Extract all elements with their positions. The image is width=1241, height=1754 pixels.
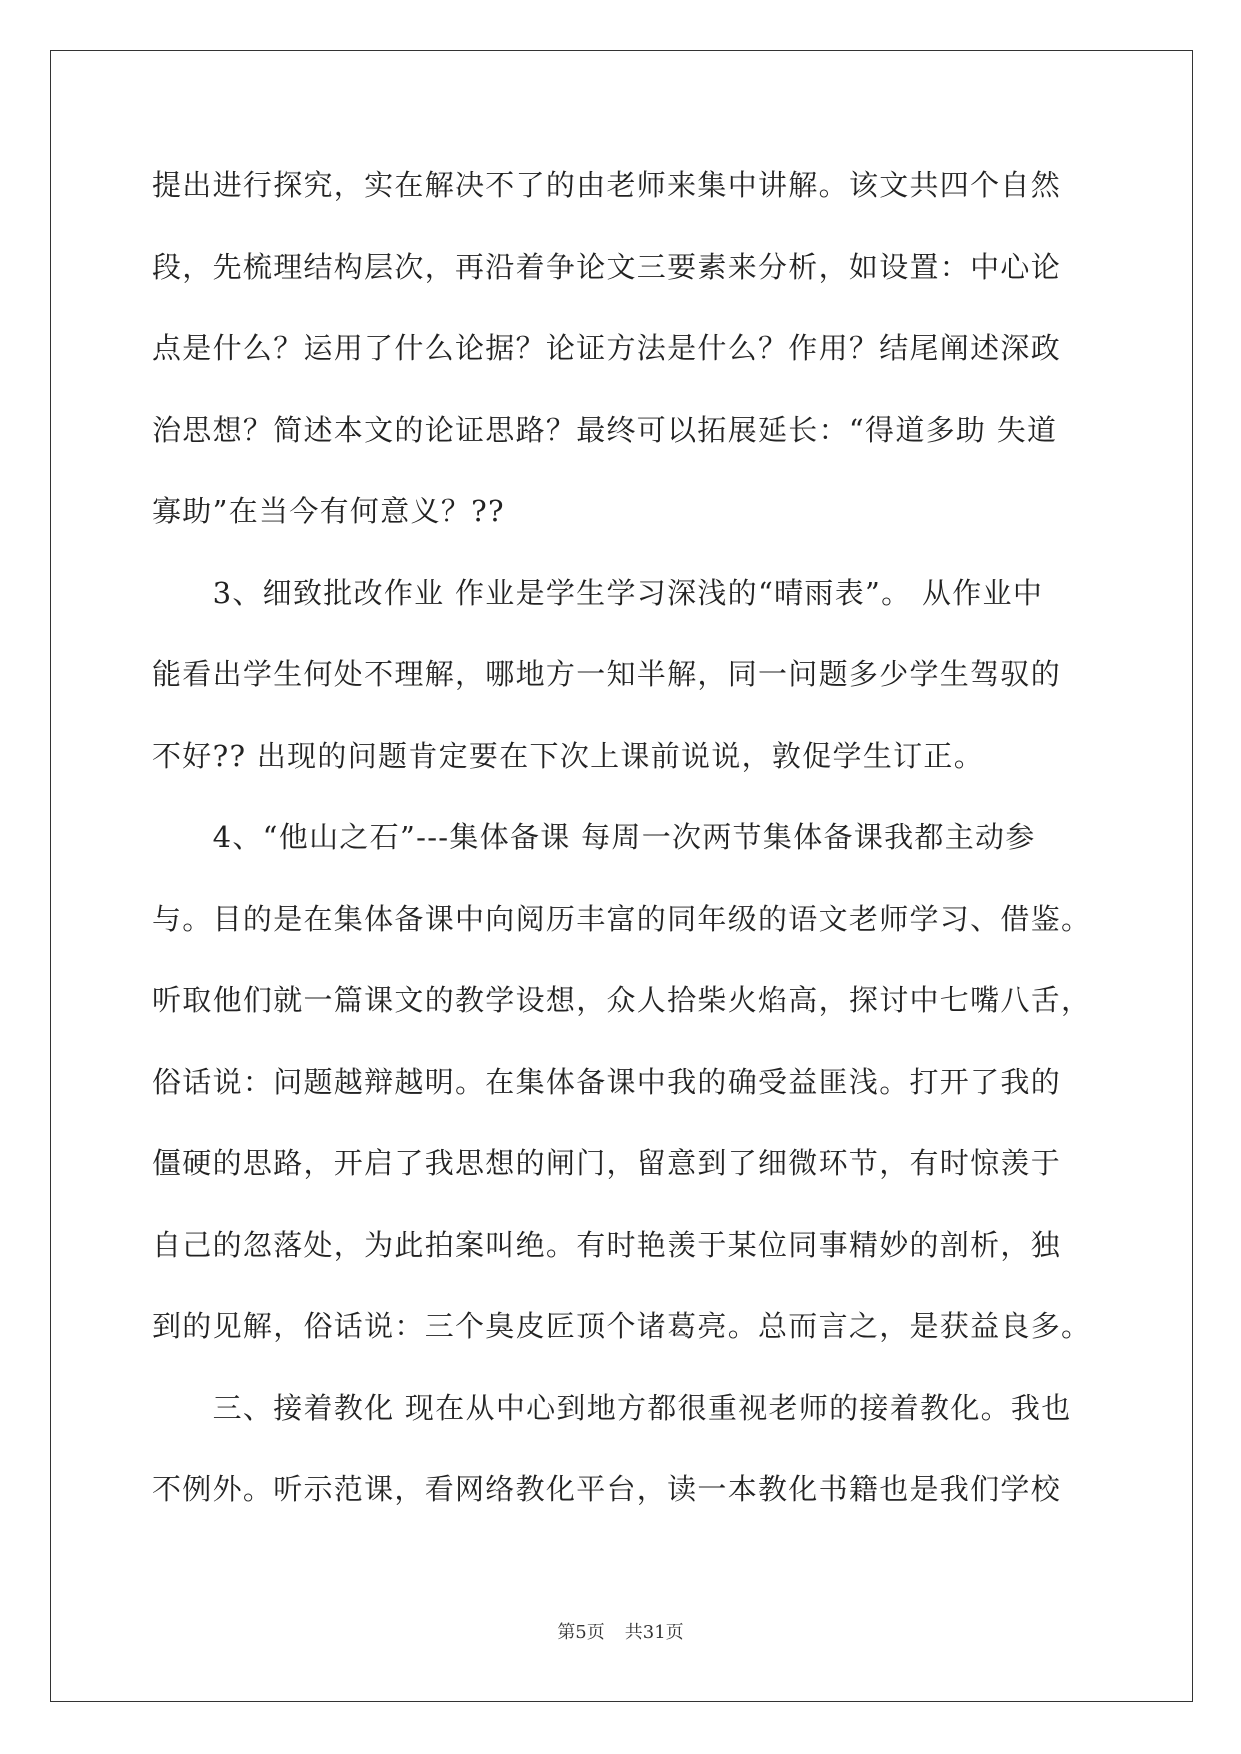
text-line: 4、“他山之石”---集体备课 每周一次两节集体备课我都主动参 <box>152 820 1036 854</box>
text-line: 不例外。听示范课，看网络教化平台，读一本教化书籍也是我们学校 <box>152 1472 1062 1506</box>
text-line: 点是什么？运用了什么论据？论证方法是什么？作用？结尾阐述深政 <box>152 331 1062 365</box>
text-line: 3、细致批改作业 作业是学生学习深浅的“晴雨表”。 从作业中 <box>152 575 1044 610</box>
text-line: 俗话说：问题越辩越明。在集体备课中我的确受益匪浅。打开了我的 <box>152 1064 1062 1099</box>
page-number: 第5页 <box>557 1622 605 1643</box>
text-line: 听取他们就一篇课文的教学设想，众人拾柴火焰高，探讨中七嘴八舌， <box>152 983 1092 1017</box>
text-line: 不好?? 出现的问题肯定要在下次上课前说说，敦促学生订正。 <box>152 738 985 773</box>
text-line: 寡助”在当今有何意义？?? <box>152 494 505 528</box>
text-line: 能看出学生何处不理解，哪地方一知半解，同一问题多少学生驾驭的 <box>152 657 1062 691</box>
text-line: 提出进行探究，实在解决不了的由老师来集中讲解。该文共四个自然 <box>152 168 1062 202</box>
text-line: 三、接着教化 现在从中心到地方都很重视老师的接着教化。我也 <box>152 1390 1072 1425</box>
text-line: 僵硬的思路，开启了我思想的闸门，留意到了细微环节，有时惊羡于 <box>152 1146 1062 1180</box>
text-line: 治思想？简述本文的论证思路？最终可以拓展延长：“得道多助 失道 <box>152 412 1058 447</box>
page-footer <box>0 1618 1241 1644</box>
text-line: 自己的忽落处，为此拍案叫绝。有时艳羡于某位同事精妙的剖析，独 <box>152 1227 1062 1262</box>
body-text <box>152 160 1092 1546</box>
page-total: 共31页 <box>624 1622 684 1643</box>
text-line: 与。目的是在集体备课中向阅历丰富的同年级的语文老师学习、借鉴。 <box>152 901 1092 936</box>
text-line: 到的见解，俗话说：三个臭皮匠顶个诸葛亮。总而言之，是获益良多。 <box>152 1309 1092 1343</box>
text-line: 段，先梳理结构层次，再沿着争论文三要素来分析，如设置：中心论 <box>152 249 1062 284</box>
